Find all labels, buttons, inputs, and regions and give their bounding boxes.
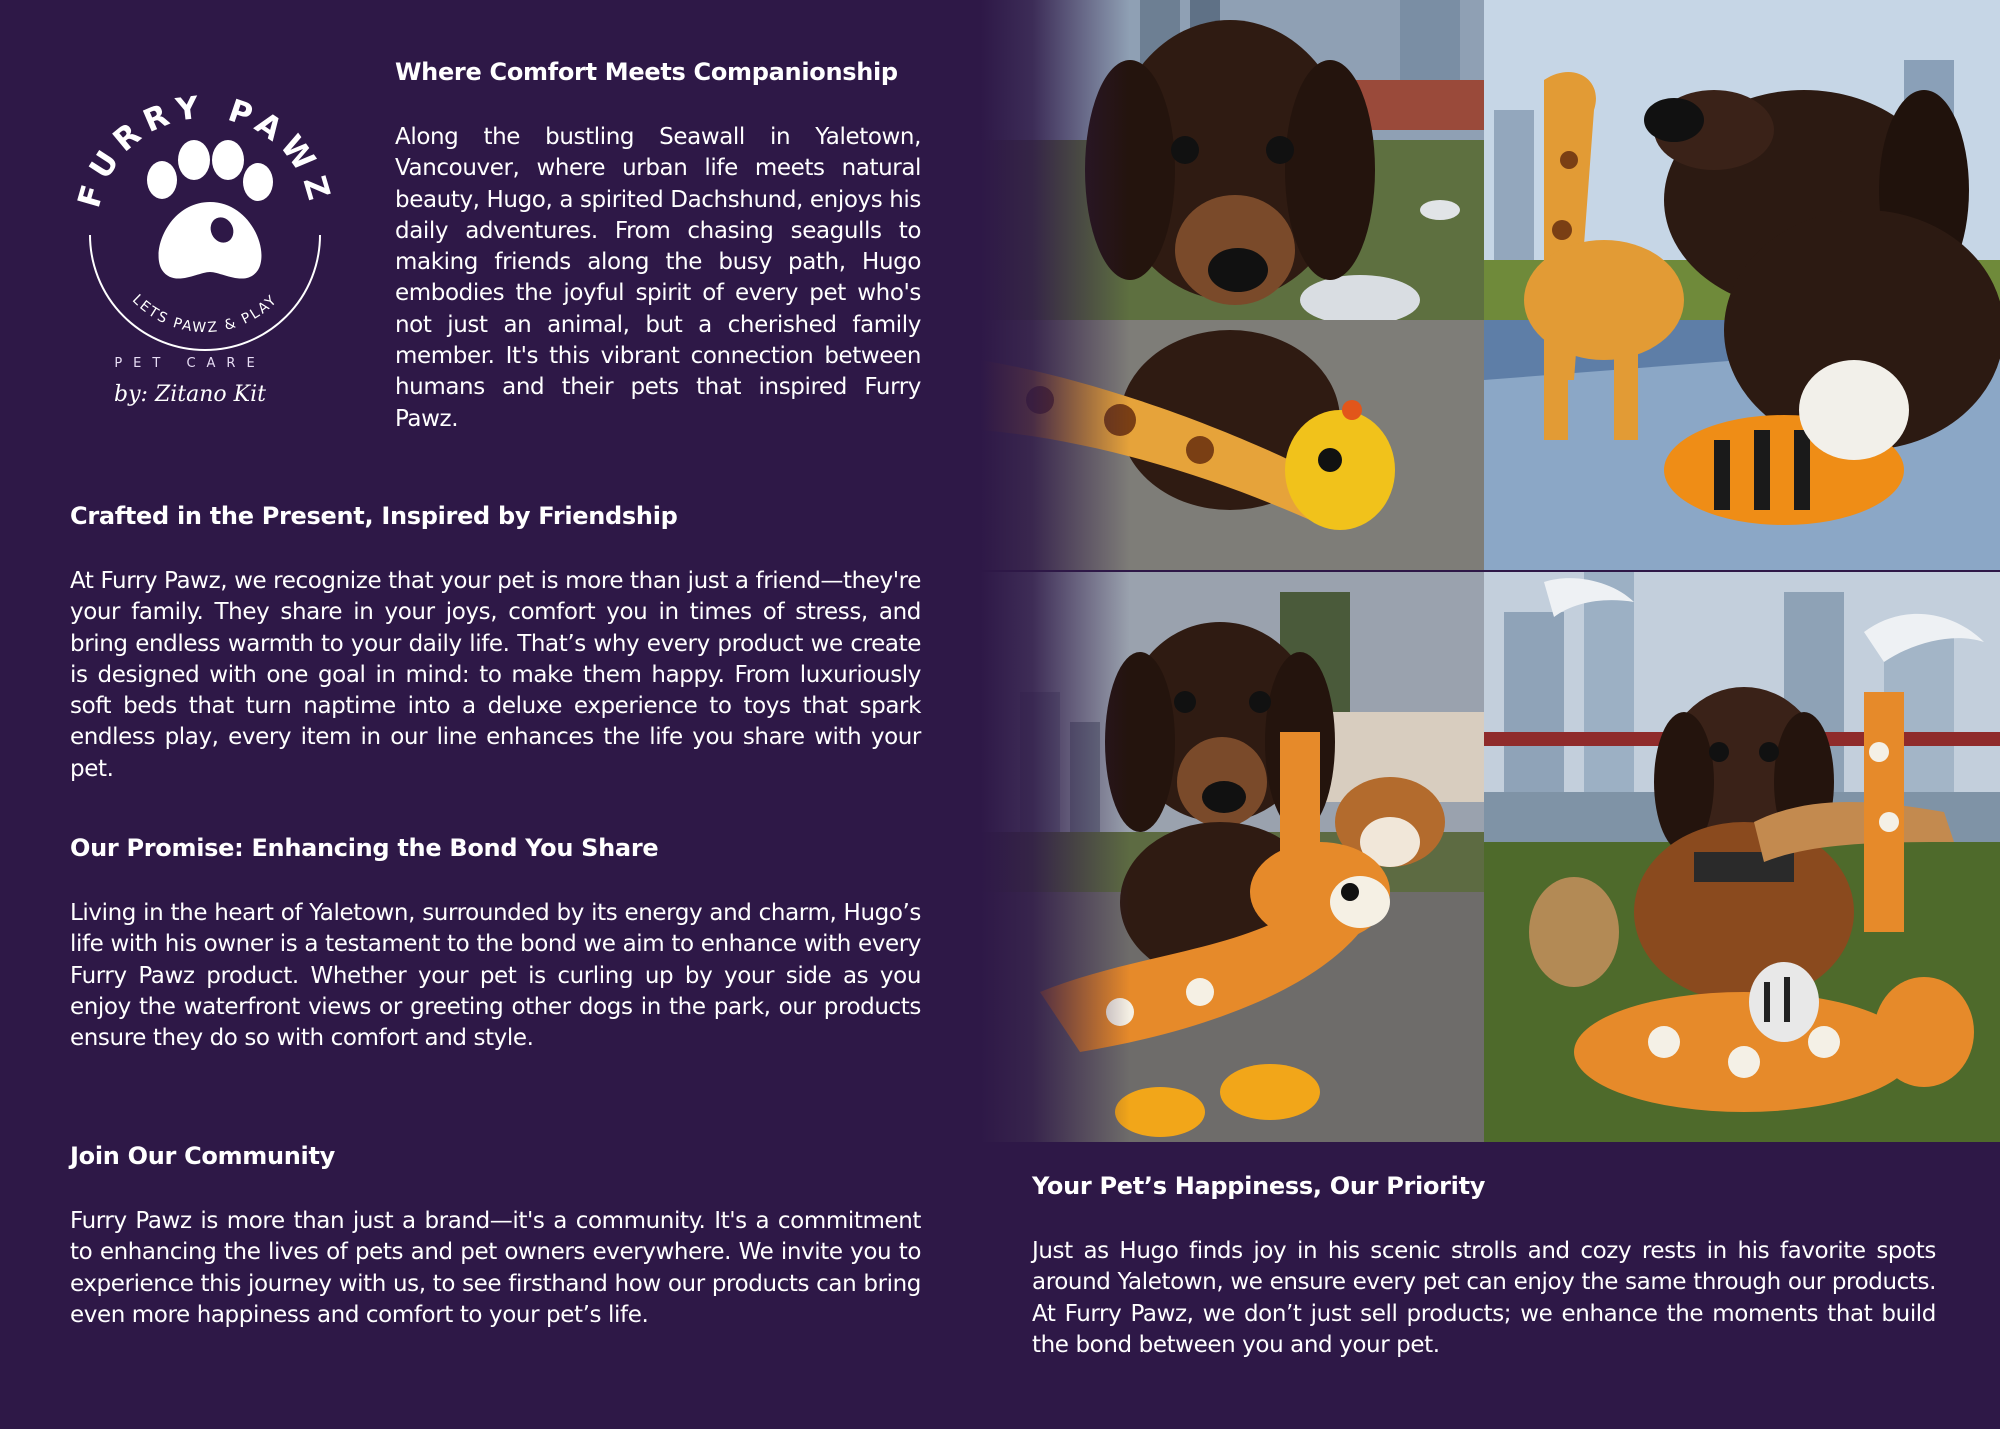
crafted-body: At Furry Pawz, we recognize that your pet is more than just a friend—they're your family. They share in your joys, comfort you in times of stress, and bring endless warmth to your daily life. That’s why every product we create is designed with one goal in mind: to make them happy. From luxuriously soft beds that turn naptime into a deluxe experience to toys that spark endless play, every item in our line enhances the life you share with your pet. — [70, 568, 921, 782]
brand-logo — [70, 60, 340, 420]
promise-body: Living in the heart of Yaletown, surrounded by its energy and charm, Hugo’s life with his owner is a testament to the bond we aim to enhance with every Furry Pawz product. Whether your pet is curling up by your side as you enjoy the waterfront views or greeting other dogs in the park, our products ensure they do so with comfort and style. — [70, 900, 921, 1052]
promise-section — [70, 834, 921, 1054]
join-heading: Join Our Community — [70, 1142, 335, 1170]
happiness-body: Just as Hugo finds joy in his scenic strolls and cozy rests in his favorite spots around Yaletown, we ensure every pet can enjoy the same through our products. At Furry Pawz, we don’t just sell products; we enhance the moments that build the bond between you and your pet. — [1032, 1238, 1936, 1358]
join-body: Furry Pawz is more than just a brand—it's a community. It's a commitment to enhancing the lives of pets and pet owners everywhere. We invite you to experience this journey with us, to see firsthand how our products can bring even more happiness and comfort to your pet’s life. — [70, 1208, 921, 1328]
happiness-heading: Your Pet’s Happiness, Our Priority — [1032, 1172, 1486, 1200]
brand-name: FURRY PAWZ — [71, 89, 339, 212]
intro-section — [395, 58, 921, 435]
brand-tagline: LETS PAWZ & PLAY — [128, 291, 282, 337]
photo-dachshund-giraffe-rock — [980, 0, 1484, 570]
happiness-section — [1032, 1172, 1936, 1361]
crafted-heading: Crafted in the Present, Inspired by Friendship — [70, 502, 678, 530]
photo-dachshund-park — [1484, 572, 2000, 1142]
brand-category: PET CARE — [114, 356, 266, 371]
crafted-section — [70, 502, 921, 785]
designer-signature: by: Zitano Kit — [114, 382, 266, 407]
intro-heading: Where Comfort Meets Companionship — [395, 58, 898, 86]
photo-grid — [980, 0, 2000, 1142]
join-section — [70, 1142, 921, 1331]
paw-logo-icon — [70, 60, 340, 360]
svg-text:LETS PAWZ & PLAY — [129, 292, 281, 337]
photo-dachshund-giraffe-tiger — [1484, 0, 2000, 570]
promise-heading: Our Promise: Enhancing the Bond You Share — [70, 834, 659, 862]
photo-dachshund-giraffe-path — [980, 572, 1484, 1142]
intro-body: Along the bustling Seawall in Yaletown, Vancouver, where urban life meets natural beauty, Hugo, a spirited Dachshund, enjoys his daily adventures. From chasing seagulls to making friends along the busy path, Hugo embodies the joyful spirit of every pet who's not just an animal, but a cherished family member. It's this vibrant connection between humans and their pets that inspired Furry Pawz. — [395, 124, 921, 432]
